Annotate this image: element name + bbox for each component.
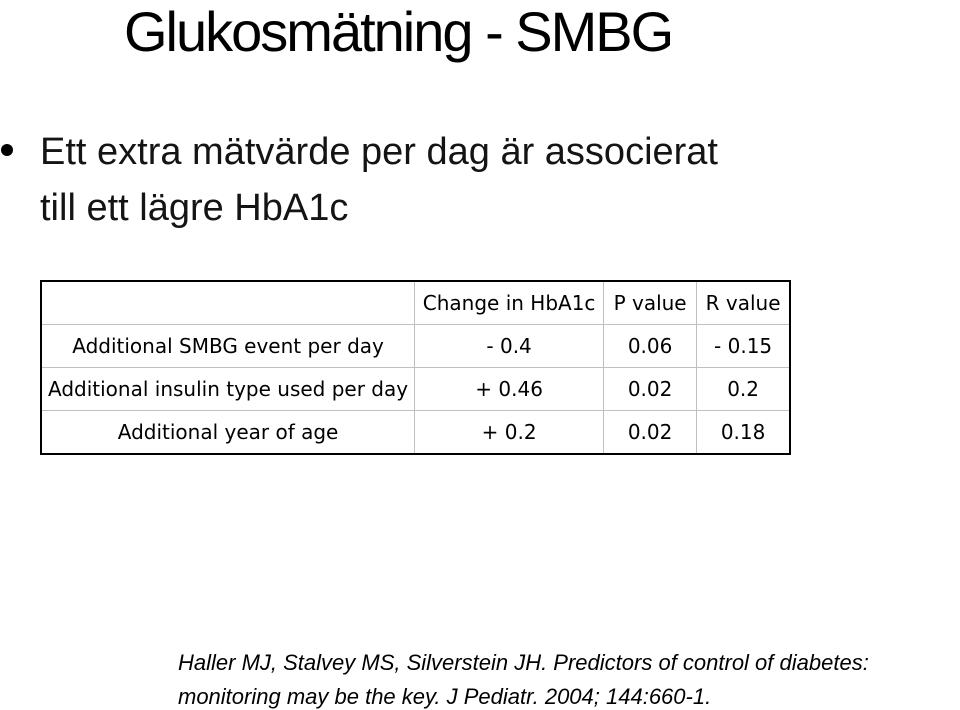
- change-value: - 0.4: [415, 325, 604, 368]
- change-value: + 0.46: [415, 368, 604, 411]
- citation: [178, 646, 869, 710]
- row-label: Additional year of age: [41, 411, 415, 455]
- citation-line-2: monitoring may be the key. J Pediatr. 2004; 144:660-1.: [178, 684, 712, 709]
- table-header-change: Change in HbA1c: [415, 281, 604, 325]
- table-header-p-value: P value: [604, 281, 697, 325]
- page-title: Glukosmätning - SMBG: [124, 0, 673, 63]
- table-row: [41, 411, 790, 455]
- table-header-empty: [41, 281, 415, 325]
- p-value: 0.02: [604, 411, 697, 455]
- table-header-row: [41, 281, 790, 325]
- bullet-text-line-2: till ett lägre HbA1c: [40, 187, 349, 229]
- table-header-r-value: R value: [697, 281, 791, 325]
- row-label: Additional SMBG event per day: [41, 325, 415, 368]
- citation-line-1: Haller MJ, Stalvey MS, Silverstein JH. Predictors of control of diabetes:: [178, 650, 869, 675]
- p-value: 0.02: [604, 368, 697, 411]
- row-label: Additional insulin type used per day: [41, 368, 415, 411]
- p-value: 0.06: [604, 325, 697, 368]
- bullet-dot-icon: [1, 144, 13, 156]
- r-value: 0.2: [697, 368, 791, 411]
- hba1c-predictor-table: [40, 280, 791, 455]
- table-row: [41, 325, 790, 368]
- bullet-text-line-1: Ett extra mätvärde per dag är associerat: [40, 131, 718, 173]
- table-row: [41, 368, 790, 411]
- change-value: + 0.2: [415, 411, 604, 455]
- r-value: 0.18: [697, 411, 791, 455]
- r-value: - 0.15: [697, 325, 791, 368]
